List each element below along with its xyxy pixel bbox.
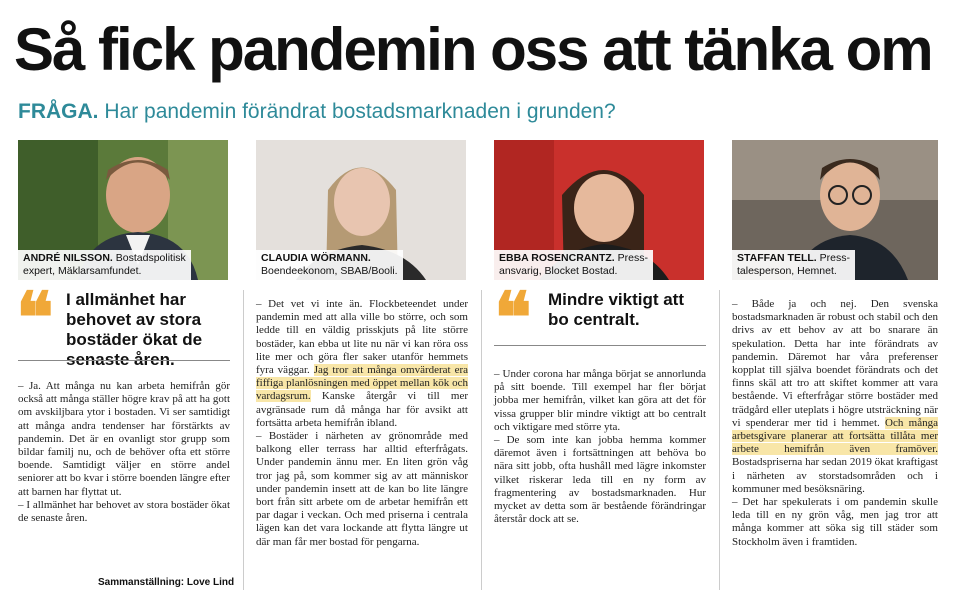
caption-andre-nilsson: ANDRÉ NILSSON. Bostadspolitisk expert, Mäklarsamfundet.: [18, 250, 191, 280]
caption-staffan-tell: STAFFAN TELL. Press- talesperson, Hemnet.: [732, 250, 855, 280]
pull-quote-1: I allmänhet har behovet av stora bostäder ökat de senaste åren.: [66, 290, 203, 369]
column-ebba-rosencrantz: [494, 368, 706, 526]
highlighted-text: Jag tror att många omvärderat era fiffiga planlösningen med öppet mellan kök och vardagsrum.: [256, 364, 469, 403]
column-separator: [719, 290, 720, 590]
photo-staffan-tell: [732, 140, 938, 280]
question-text: Har pandemin förändrat bostadsmarknaden i grunden?: [104, 100, 616, 123]
paragraph: – Bostäder i närheten av grönområde med balkong eller terrass har alltid efterfrågats. Under pandemin ännu mer. En liten grön våg tror jag på, som kommer sig av att människor under pandemin insett att de kan bo lite längre bort från sitt arbete om de arbetar hemifrån ett par dagar i veckan. Och med priserna i centrala lägen kan det vara lockande att flytta längre ut där man får mer bostad för pengarna.: [256, 430, 468, 548]
paragraph: – Det har spekulerats i om pandemin skulle leda till en ny grön våg, men jag tror att många kommer att söka sig till städer som Stockholm även i framtiden.: [732, 496, 938, 548]
credit: Sammanställning: Love Lind: [98, 577, 235, 588]
divider: [494, 345, 706, 346]
caption-claudia-wormann: CLAUDIA WÖRMANN. Boendeekonom, SBAB/Booli.: [256, 250, 403, 280]
paragraph: – De som inte kan jobba hemma kommer däremot även i fortsättningen att behöva bo nära sitt jobb, ofta hushåll med lägre inkomster vilket riskerar leda till en ny form av fragmentering av bostadsmarknaden. Hur mycket av detta som är bestående förändringar återstår dock att se.: [494, 434, 706, 526]
photo-ebba-rosencrantz: [494, 140, 704, 280]
quote-mark-icon: ❝: [16, 281, 54, 358]
pull-quote-3: Mindre viktigt att bo centralt.: [548, 290, 685, 329]
column-andre-nilsson: [18, 380, 230, 525]
paragraph: – Under corona har många börjat se annorlunda på sitt boende. Till exempel har fler börjat jobba mer hemifrån, vilket kan göra att det för vissa grupper blir mindre viktigt att bo centralt och viktigare med större yta.: [494, 368, 706, 433]
column-staffan-tell: [732, 298, 938, 549]
highlighted-text: Och många arbetsgivare planerar att fortsätta tillåta mer arbete hemifrån även framöver.: [732, 416, 938, 456]
photo-claudia-wormann: [256, 140, 466, 280]
paragraph: – Både ja och nej. Den svenska bostadsmarknaden är robust och stabil och den drivs av ett behov av att bo snarare än spekulation. Detta har inte förändrats av pandemin. Däremot har våra preferenser kopplat till själva boendet förändrats och det finns skäl att tro att skiftet kommer att vara bestående. Vi efterfrågar större bostäder med trädgård eller uteplats i högre utsträckning när vi spenderar mer tid i hemmet. Och många arbetsgivare planerar att fortsätta tillåta mer arbete hemifrån även framöver. Bostadspriserna har sedan 2019 ökat kraftigast i närheten av storstadsområden och i kommuner med besöksnäring.: [732, 298, 938, 495]
paragraph: – I allmänhet har behovet av stora bostäder ökat de senaste åren.: [18, 498, 230, 525]
divider: [18, 360, 230, 361]
question: [18, 100, 616, 124]
quote-mark-icon: ❝: [494, 281, 532, 358]
question-label: FRÅGA.: [18, 100, 99, 123]
column-claudia-wormann: [256, 298, 468, 549]
headline: Så fick pandemin oss att tänka om: [14, 16, 932, 83]
caption-ebba-rosencrantz: EBBA ROSENCRANTZ. Press- ansvarig, Blocket Bostad.: [494, 250, 653, 280]
paragraph: – Ja. Att många nu kan arbeta hemifrån gör också att många ställer högre krav på att ha gott om avskiljbara ytor i bostaden. Vi ser samtidigt att många andra tendenser har förstärkts av pandemin. Det är en ovanligt stor grupp som bildar familj nu, och de behöver ofta ett större boende. Samtidigt väljer en större andel seniorer att bo kvar i större boenden längre efter att barnen har flyttat ut.: [18, 380, 230, 498]
paragraph: – Det vet vi inte än. Flockbeteendet under pandemin med att alla ville bo större, och som ledde till en väldig prisskjuts på lite större bostäder, kan ebba ut lite nu när vi kan röra oss lite mer och göra fler saker utanför hemmets fyra väggar. Jag tror att många omvärderat era fiffiga planlösningen med öppet mellan kök och vardagsrum. Kanske återgår vi till mer avgränsade rum då många har för avsikt att fortsätta arbeta hemifrån ibland.: [256, 298, 469, 429]
photo-andre-nilsson: [18, 140, 228, 280]
column-separator: [481, 290, 482, 590]
column-separator: [243, 290, 244, 590]
